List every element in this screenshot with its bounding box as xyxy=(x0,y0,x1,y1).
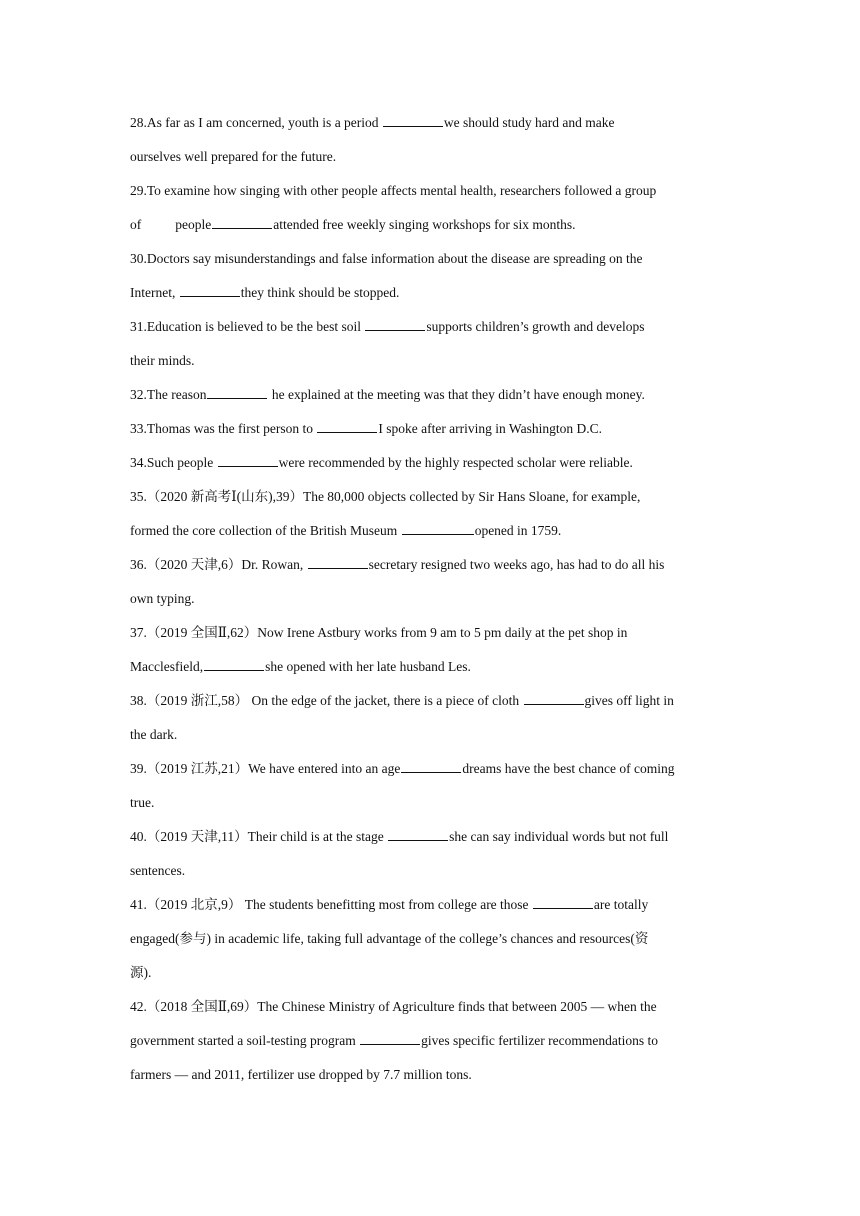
question-text: people xyxy=(175,217,212,232)
question-q28 xyxy=(130,106,732,174)
question-text: own typing. xyxy=(130,591,195,606)
question-text: their minds. xyxy=(130,353,195,368)
question-text: Internet, xyxy=(130,285,179,300)
question-q40 xyxy=(130,820,732,888)
question-q41 xyxy=(130,888,732,990)
question-q39 xyxy=(130,752,732,820)
question-text: 32.The reason xyxy=(130,387,207,402)
question-text: dreams have the best chance of coming xyxy=(462,761,675,776)
question-text: we should study hard and make xyxy=(443,115,615,130)
question-q29 xyxy=(130,174,732,242)
question-line xyxy=(130,174,732,208)
question-text: 33.Thomas was the first person to xyxy=(130,421,317,436)
answer-blank[interactable] xyxy=(180,295,240,297)
question-text: attended free weekly singing workshops for six months. xyxy=(273,217,576,232)
question-line xyxy=(130,446,732,480)
question-text: 37.（2019 全国Ⅱ,62）Now Irene Astbury works from 9 am to 5 pm daily at the pet shop in xyxy=(130,625,628,640)
question-text: supports children’s growth and develops xyxy=(426,319,645,334)
answer-blank[interactable] xyxy=(207,397,267,399)
question-line xyxy=(130,208,732,242)
answer-blank[interactable] xyxy=(212,227,272,229)
question-q35 xyxy=(130,480,732,548)
question-line xyxy=(130,106,732,140)
question-text: Macclesfield, xyxy=(130,659,204,674)
question-text: 31.Education is believed to be the best soil xyxy=(130,319,365,334)
answer-blank[interactable] xyxy=(317,431,377,433)
answer-blank[interactable] xyxy=(533,907,593,909)
question-text: he explained at the meeting was that they didn’t have enough money. xyxy=(268,387,645,402)
question-line xyxy=(130,1058,732,1092)
question-text: gives specific fertilizer recommendations to xyxy=(421,1033,658,1048)
question-text: of xyxy=(130,217,142,232)
answer-blank[interactable] xyxy=(218,465,278,467)
question-q33 xyxy=(130,412,732,446)
question-text: secretary resigned two weeks ago, has had to do all his xyxy=(368,557,665,572)
question-line xyxy=(130,378,732,412)
answer-blank[interactable] xyxy=(402,533,474,535)
question-line xyxy=(130,616,732,650)
question-line xyxy=(130,990,732,1024)
question-text: they think should be stopped. xyxy=(240,285,400,300)
question-line xyxy=(130,1024,732,1058)
exercise-list xyxy=(130,106,732,1092)
question-text: she can say individual words but not full xyxy=(449,829,669,844)
question-q30 xyxy=(130,242,732,310)
question-text: 40.（2019 天津,11）Their child is at the stage xyxy=(130,829,388,844)
answer-blank[interactable] xyxy=(383,125,443,127)
question-text: ourselves well prepared for the future. xyxy=(130,149,337,164)
question-text: were recommended by the highly respected scholar were reliable. xyxy=(278,455,633,470)
question-line xyxy=(130,650,732,684)
question-text: sentences. xyxy=(130,863,186,878)
question-text: engaged(参与) in academic life, taking full advantage of the college’s chances and resources(资 xyxy=(130,931,649,946)
question-text: gives off light in xyxy=(584,693,674,708)
question-q34 xyxy=(130,446,732,480)
answer-blank[interactable] xyxy=(365,329,425,331)
question-text: formed the core collection of the British Museum xyxy=(130,523,401,538)
question-line xyxy=(130,276,732,310)
answer-blank[interactable] xyxy=(360,1043,420,1045)
question-line xyxy=(130,820,732,854)
question-line xyxy=(130,854,732,888)
question-text: 42.（2018 全国Ⅱ,69）The Chinese Ministry of Agriculture finds that between 2005 — when the xyxy=(130,999,657,1014)
question-line xyxy=(130,888,732,922)
question-line xyxy=(130,480,732,514)
question-text: 34.Such people xyxy=(130,455,217,470)
question-q37 xyxy=(130,616,732,684)
question-text: 35.（2020 新高考Ⅰ(山东),39）The 80,000 objects collected by Sir Hans Sloane, for example, xyxy=(130,489,641,504)
question-line xyxy=(130,310,732,344)
question-line xyxy=(130,718,732,752)
question-line xyxy=(130,548,732,582)
question-line xyxy=(130,752,732,786)
question-text: 29.To examine how singing with other people affects mental health, researchers followed a group xyxy=(130,183,657,198)
question-text: are totally xyxy=(593,897,649,912)
question-text: farmers — and 2011, fertilizer use dropped by 7.7 million tons. xyxy=(130,1067,472,1082)
question-line xyxy=(130,786,732,820)
question-text: she opened with her late husband Les. xyxy=(265,659,471,674)
question-q42 xyxy=(130,990,732,1092)
question-text: 39.（2019 江苏,21）We have entered into an age xyxy=(130,761,401,776)
question-text: 38.（2019 浙江,58） On the edge of the jacket, there is a piece of cloth xyxy=(130,693,523,708)
question-text: 源). xyxy=(130,965,152,980)
question-text: 41.（2019 北京,9） The students benefitting most from college are those xyxy=(130,897,532,912)
question-line xyxy=(130,684,732,718)
question-line xyxy=(130,412,732,446)
question-q31 xyxy=(130,310,732,378)
question-text: 28.As far as I am concerned, youth is a period xyxy=(130,115,382,130)
question-text: 30.Doctors say misunderstandings and false information about the disease are spreading on the xyxy=(130,251,643,266)
question-line xyxy=(130,922,732,956)
question-q38 xyxy=(130,684,732,752)
question-line xyxy=(130,242,732,276)
question-text: 36.（2020 天津,6）Dr. Rowan, xyxy=(130,557,307,572)
question-text: the dark. xyxy=(130,727,178,742)
question-text: opened in 1759. xyxy=(474,523,562,538)
question-line xyxy=(130,582,732,616)
answer-blank[interactable] xyxy=(524,703,584,705)
answer-blank[interactable] xyxy=(388,839,448,841)
answer-blank[interactable] xyxy=(204,669,264,671)
question-line xyxy=(130,956,732,990)
question-text: true. xyxy=(130,795,155,810)
question-q32 xyxy=(130,378,732,412)
question-line xyxy=(130,514,732,548)
question-line xyxy=(130,344,732,378)
question-q36 xyxy=(130,548,732,616)
answer-blank[interactable] xyxy=(308,567,368,569)
question-text: I spoke after arriving in Washington D.C. xyxy=(378,421,602,436)
question-line xyxy=(130,140,732,174)
answer-blank[interactable] xyxy=(401,771,461,773)
question-text: government started a soil-testing program xyxy=(130,1033,360,1048)
